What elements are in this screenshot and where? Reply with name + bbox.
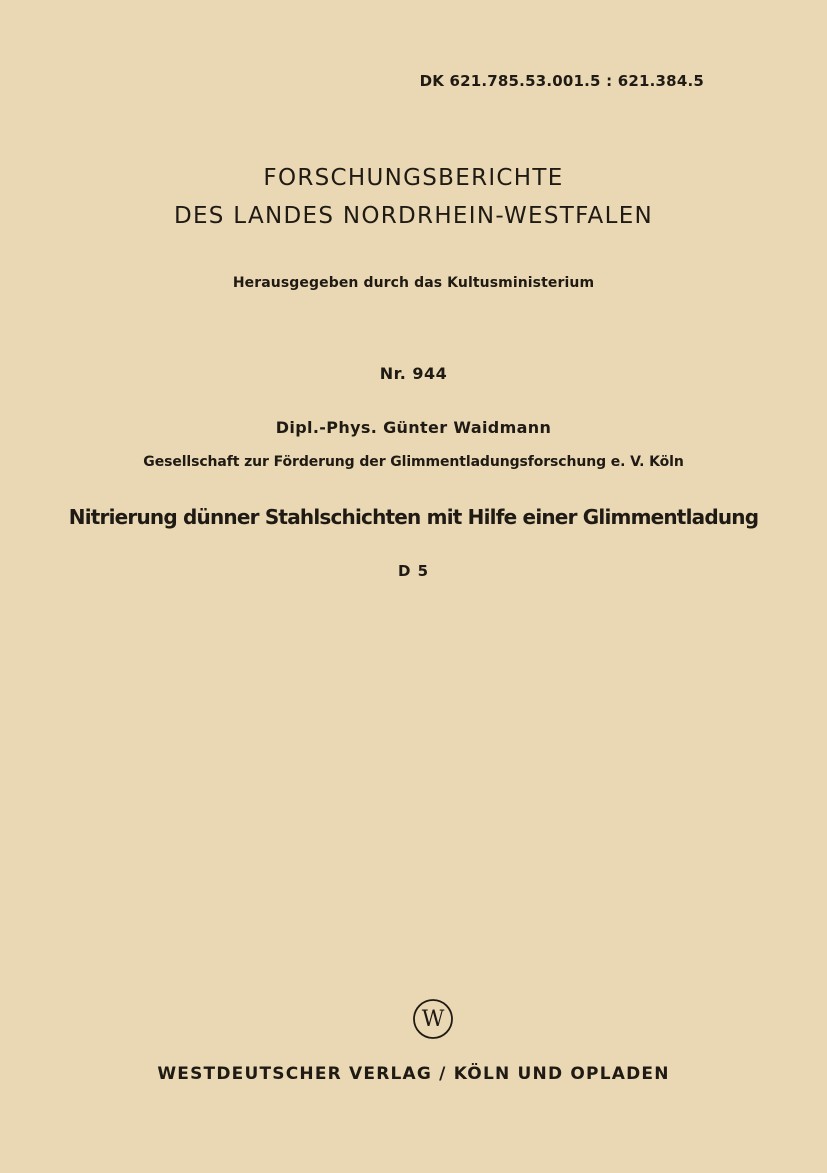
publisher-imprint: WESTDEUTSCHER VERLAG / KÖLN UND OPLADEN <box>157 1064 670 1084</box>
classification-code: DK 621.785.53.001.5 : 621.384.5 <box>419 72 704 90</box>
report-title: Nitrierung dünner Stahlschichten mit Hilfe einer Glimmentladung <box>68 505 759 529</box>
logo-letter: W <box>421 1007 445 1032</box>
report-code: D 5 <box>397 562 430 580</box>
series-title-line-1: FORSCHUNGSBERICHTE <box>263 165 564 191</box>
series-editor-note: Herausgegeben durch das Kultusministerium <box>232 275 595 291</box>
publisher-logo-svg <box>412 998 454 1040</box>
author-name: Dipl.-Phys. Günter Waidmann <box>275 418 552 437</box>
author-institution: Gesellschaft zur Förderung der Glimmentladungsforschung e. V. Köln <box>143 454 684 470</box>
report-number: Nr. 944 <box>379 364 448 383</box>
publisher-logo-icon <box>412 998 454 1040</box>
series-title-line-2: DES LANDES NORDRHEIN-WESTFALEN <box>173 203 654 229</box>
